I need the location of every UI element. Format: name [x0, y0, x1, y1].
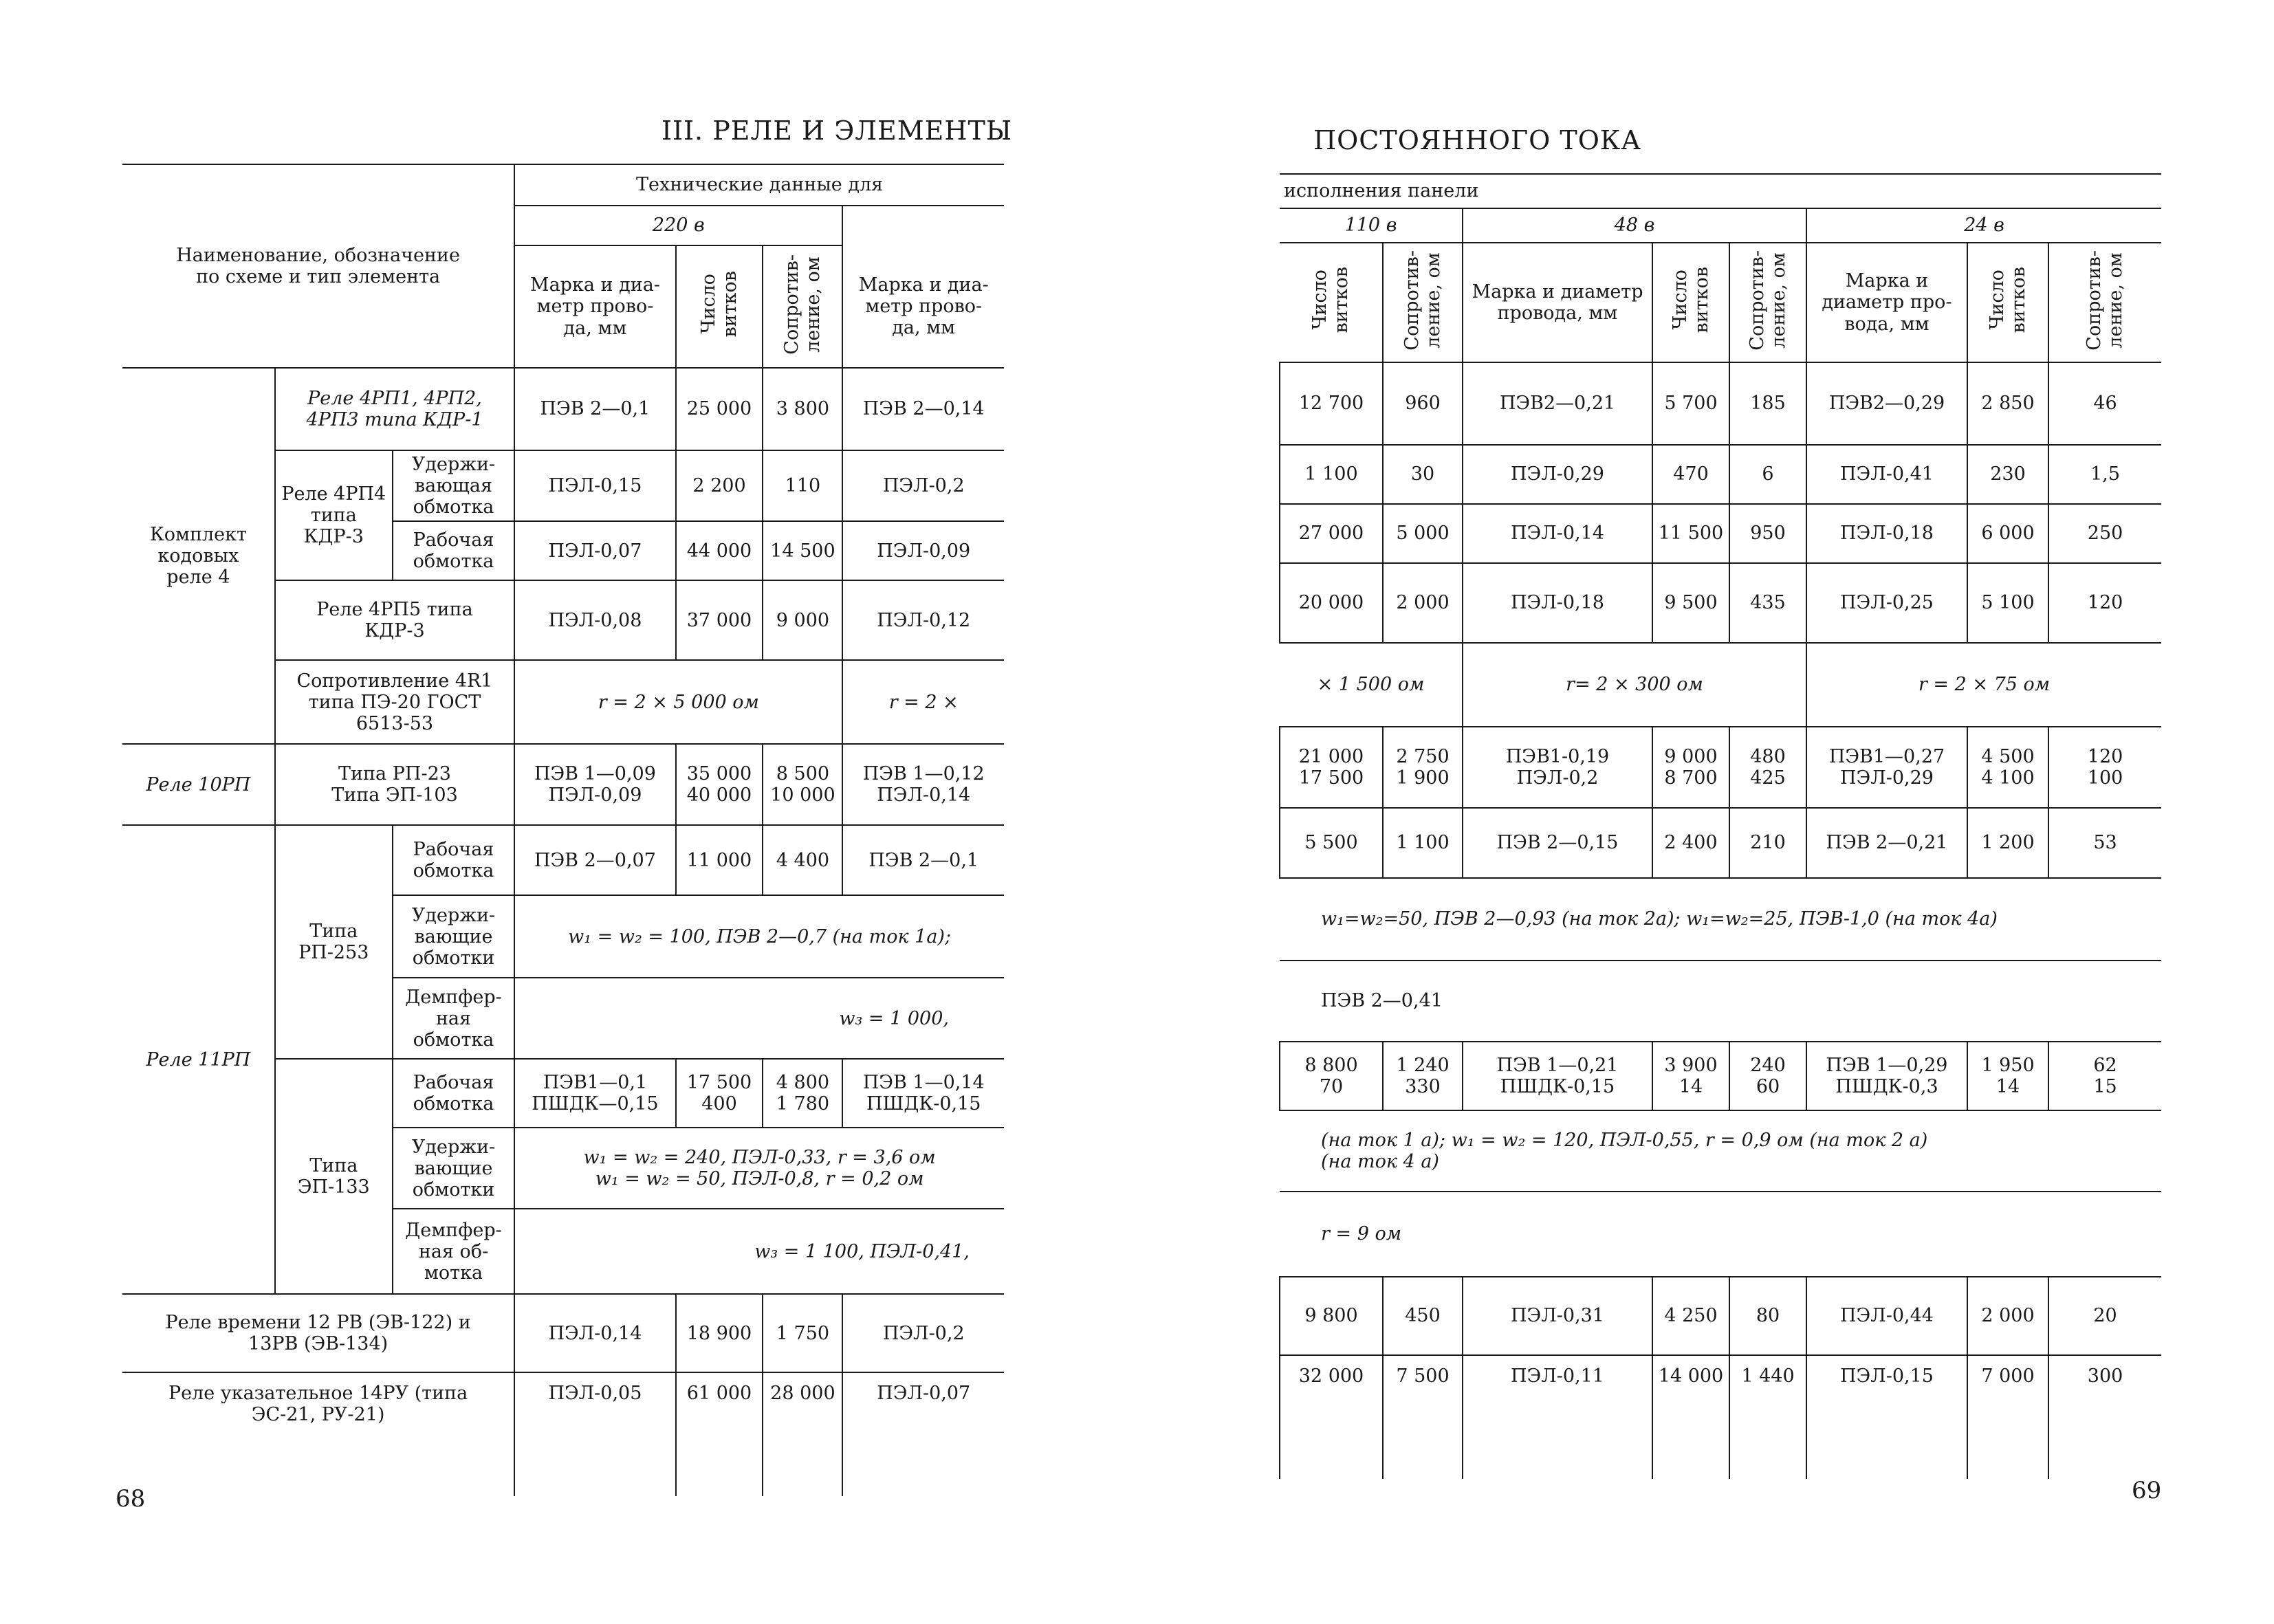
cell: Удержи- вающие обмотки: [393, 1128, 514, 1209]
cell: ПЭВ2—0,21: [1463, 362, 1652, 445]
right-table: [1279, 173, 2161, 1479]
header-turns: Число витков: [697, 271, 741, 338]
cell: ПЭЛ-0,07: [842, 1372, 1004, 1496]
cell: 18 900: [676, 1294, 763, 1372]
cell: ПЭВ 2—0,07: [514, 825, 675, 895]
cell: 1 440: [1729, 1355, 1806, 1479]
r-header-res-24: Сопротив- ление, ом: [2084, 250, 2127, 351]
cell: 46: [2048, 362, 2161, 445]
header-mark: Марка и диа- метр прово- да, мм: [514, 245, 675, 368]
cell: 3 900 14: [1652, 1042, 1729, 1110]
cell: ПЭЛ-0,2: [842, 1294, 1004, 1372]
cell: × 1 500 ом: [1280, 643, 1463, 727]
r-header-mark-48: Марка и диаметр провода, мм: [1463, 243, 1652, 362]
cell: ПЭВ1—0,1 ПШДК—0,15: [514, 1059, 675, 1128]
cell: ПЭЛ-0,2: [842, 450, 1004, 521]
cell: r= 2 × 300 ом: [1463, 643, 1806, 727]
cell: ПЭЛ-0,15: [514, 450, 675, 521]
cell: 2 400: [1652, 808, 1729, 878]
cell: ПЭЛ-0,07: [514, 521, 675, 580]
cell: ПЭЛ-0,14: [514, 1294, 675, 1372]
left-page-number: 68: [116, 1485, 146, 1513]
cell: ПЭВ 1—0,21 ПШДК-0,15: [1463, 1042, 1652, 1110]
cell: 6 000: [1967, 504, 2048, 563]
cell: 1,5: [2048, 445, 2161, 504]
cell: ПЭЛ-0,11: [1463, 1355, 1652, 1479]
cell: 20: [2048, 1277, 2161, 1355]
cell: 300: [2048, 1355, 2161, 1479]
cell: 25 000: [676, 368, 763, 450]
voltage-48: 48 в: [1463, 208, 1806, 243]
cell: 30: [1383, 445, 1463, 504]
cell: 28 000: [763, 1372, 842, 1496]
cell: 2 750 1 900: [1383, 727, 1463, 808]
cell: Удержи- вающие обмотки: [393, 895, 514, 978]
voltage-24: 24 в: [1806, 208, 2161, 243]
cell: 21 000 17 500: [1280, 727, 1383, 808]
cell: Рабочая обмотка: [393, 1059, 514, 1128]
cell: ПЭВ 2—0,21: [1806, 808, 1967, 878]
cell: 1 100: [1383, 808, 1463, 878]
r-header-turns-110: Число витков: [1309, 267, 1353, 333]
cell: 230: [1967, 445, 2048, 504]
cell: ПЭВ 2—0,1: [842, 825, 1004, 895]
cell: ПЭВ 1—0,09 ПЭЛ-0,09: [514, 744, 675, 825]
cell: 185: [1729, 362, 1806, 445]
cell: ПЭВ 2—0,1: [514, 368, 675, 450]
cell: 250: [2048, 504, 2161, 563]
cell: ПЭВ1-0,19 ПЭЛ-0,2: [1463, 727, 1652, 808]
cell: Демпфер- ная об- мотка: [393, 1209, 514, 1294]
cell: 5 500: [1280, 808, 1383, 878]
cell: 1 100: [1280, 445, 1383, 504]
cell: 32 000: [1280, 1355, 1383, 1479]
right-page-number: 69: [2132, 1477, 2162, 1504]
cell: 1 950 14: [1967, 1042, 2048, 1110]
cell: 9 000: [763, 580, 842, 660]
cell: 20 000: [1280, 563, 1383, 643]
cell: ПЭЛ-0,18: [1463, 563, 1652, 643]
exec-header: исполнения панели: [1280, 174, 2161, 208]
left-page-header: III. РЕЛЕ И ЭЛЕМЕНТЫ: [662, 116, 1013, 146]
cell: 240 60: [1729, 1042, 1806, 1110]
tech-data-header: Технические данные для: [514, 164, 1004, 206]
cell: 120: [2048, 563, 2161, 643]
cell: ПЭЛ-0,12: [842, 580, 1004, 660]
cell: 17 500 400: [676, 1059, 763, 1128]
header-resistance: Сопротив- ление, ом: [781, 254, 824, 355]
cell: 2 850: [1967, 362, 2048, 445]
cell: 7 000: [1967, 1355, 2048, 1479]
r4-name: Сопротивление 4R1 типа ПЭ-20 ГОСТ 6513-53: [275, 660, 514, 744]
cell: r = 9 ом: [1280, 1192, 2161, 1277]
cell: ПЭВ 2—0,41: [1280, 961, 2161, 1042]
cell: 62 15: [2048, 1042, 2161, 1110]
cell: 4 250: [1652, 1277, 1729, 1355]
cell: w₃ = 1 000,: [514, 978, 1004, 1059]
header-mark-2: Марка и диа- метр прово- да, мм: [842, 245, 1004, 368]
r14-name: Реле указательное 14РУ (типа ЭС-21, РУ-21): [122, 1372, 514, 1496]
right-page-header: ПОСТОЯННОГО ТОКА: [1313, 125, 1642, 155]
r-header-res-110: Сопротив- ление, ом: [1401, 250, 1444, 351]
cell: ПЭЛ-0,05: [514, 1372, 675, 1496]
cell: 110: [763, 450, 842, 521]
cell: ПЭЛ-0,44: [1806, 1277, 1967, 1355]
cell: ПЭЛ-0,18: [1806, 504, 1967, 563]
cell: Рабочая обмотка: [393, 825, 514, 895]
group-code-relays: Комплект кодовых реле 4: [122, 368, 275, 744]
cell: 44 000: [676, 521, 763, 580]
left-table: [122, 164, 1004, 1496]
cell: w₃ = 1 100, ПЭЛ-0,41,: [514, 1209, 1004, 1294]
cell: 27 000: [1280, 504, 1383, 563]
cell: 14 500: [763, 521, 842, 580]
cell: 1 200: [1967, 808, 2048, 878]
cell: (на ток 1 а); w₁ = w₂ = 120, ПЭЛ-0,55, r = 0,9 ом (на ток 2 а) (на ток 4 а): [1280, 1110, 2161, 1192]
rp253-name: Типа РП-253: [275, 825, 393, 1059]
cell: 5 000: [1383, 504, 1463, 563]
cell: 61 000: [676, 1372, 763, 1496]
cell: 210: [1729, 808, 1806, 878]
cell: 1 240 330: [1383, 1042, 1463, 1110]
cell: 2 000: [1967, 1277, 2048, 1355]
r5-name: Типа РП-23 Типа ЭП-103: [275, 744, 514, 825]
r-header-turns-24: Число витков: [1986, 267, 2029, 333]
r2a-sub: Удержи- вающая обмотка: [393, 450, 514, 521]
cell: 4 800 1 780: [763, 1059, 842, 1128]
cell: 480 425: [1729, 727, 1806, 808]
cell: 53: [2048, 808, 2161, 878]
group-10rp: Реле 10РП: [122, 744, 275, 825]
ep133-name: Типа ЭП-133: [275, 1059, 393, 1294]
cell: w₁ = w₂ = 100, ПЭВ 2—0,7 (на ток 1а);: [514, 895, 1004, 978]
cell: ПЭЛ-0,15: [1806, 1355, 1967, 1479]
cell: ПЭВ 2—0,15: [1463, 808, 1652, 878]
cell: 6: [1729, 445, 1806, 504]
cell: 35 000 40 000: [676, 744, 763, 825]
cell: ПЭЛ-0,41: [1806, 445, 1967, 504]
cell: 2 000: [1383, 563, 1463, 643]
cell: r = 2 × 75 ом: [1806, 643, 2161, 727]
cell: 9 000 8 700: [1652, 727, 1729, 808]
cell: Демпфер- ная обмотка: [393, 978, 514, 1059]
cell: 9 800: [1280, 1277, 1383, 1355]
r1-name: Реле 4РП1, 4РП2, 4РП3 типа КДР-1: [275, 368, 514, 450]
r3-name: Реле 4РП5 типа КДР-3: [275, 580, 514, 660]
cell: ПЭЛ-0,14: [1463, 504, 1652, 563]
cell: 8 800 70: [1280, 1042, 1383, 1110]
r2-name: Реле 4РП4 типа КДР-3: [275, 450, 393, 580]
cell: 11 000: [676, 825, 763, 895]
cell: ПЭЛ-0,29: [1463, 445, 1652, 504]
cell: 960: [1383, 362, 1463, 445]
cell: 9 500: [1652, 563, 1729, 643]
cell: ПЭВ 1—0,14 ПШДК-0,15: [842, 1059, 1004, 1128]
voltage-220: 220 в: [514, 206, 842, 245]
cell: ПЭВ 2—0,14: [842, 368, 1004, 450]
cell: 4 500 4 100: [1967, 727, 2048, 808]
cell: ПЭЛ-0,25: [1806, 563, 1967, 643]
r-header-turns-48: Число витков: [1669, 267, 1712, 333]
cell: 450: [1383, 1277, 1463, 1355]
cell: 1 750: [763, 1294, 842, 1372]
cell: ПЭЛ-0,08: [514, 580, 675, 660]
group-11rp: Реле 11РП: [122, 825, 275, 1294]
cell: ПЭВ 1—0,29 ПШДК-0,3: [1806, 1042, 1967, 1110]
cell: 8 500 10 000: [763, 744, 842, 825]
cell: w₁ = w₂ = 240, ПЭЛ-0,33, r = 3,6 ом w₁ = w₂ = 50, ПЭЛ-0,8, r = 0,2 ом: [514, 1128, 1004, 1209]
cell: ПЭВ 1—0,12 ПЭЛ-0,14: [842, 744, 1004, 825]
cell: 2 200: [676, 450, 763, 521]
cell: 5 700: [1652, 362, 1729, 445]
cell: 14 000: [1652, 1355, 1729, 1479]
cell: 3 800: [763, 368, 842, 450]
r-header-res-48: Сопротив- ление, ом: [1746, 250, 1789, 351]
cell: 11 500: [1652, 504, 1729, 563]
cell: ПЭЛ-0,09: [842, 521, 1004, 580]
r12-name: Реле времени 12 РВ (ЭВ-122) и 13РВ (ЭВ-134): [122, 1294, 514, 1372]
col-header-name: Наименование, обозначение по схеме и тип элемента: [122, 164, 514, 368]
cell: 435: [1729, 563, 1806, 643]
cell: ПЭВ2—0,29: [1806, 362, 1967, 445]
voltage-110: 110 в: [1280, 208, 1463, 243]
cell: 4 400: [763, 825, 842, 895]
cell: 470: [1652, 445, 1729, 504]
cell: r = 2 ×: [842, 660, 1004, 744]
cell: 80: [1729, 1277, 1806, 1355]
cell: 5 100: [1967, 563, 2048, 643]
cell: r = 2 × 5 000 ом: [514, 660, 842, 744]
cell: 120 100: [2048, 727, 2161, 808]
cell: 950: [1729, 504, 1806, 563]
cell: w₁=w₂=50, ПЭВ 2—0,93 (на ток 2а); w₁=w₂=25, ПЭВ-1,0 (на ток 4а): [1280, 878, 2161, 961]
cell: 37 000: [676, 580, 763, 660]
cell: 12 700: [1280, 362, 1383, 445]
cell: ПЭВ1—0,27 ПЭЛ-0,29: [1806, 727, 1967, 808]
cell: 7 500: [1383, 1355, 1463, 1479]
cell: ПЭЛ-0,31: [1463, 1277, 1652, 1355]
r-header-mark-24: Марка и диаметр про- вода, мм: [1806, 243, 1967, 362]
r2b-sub: Рабочая обмотка: [393, 521, 514, 580]
